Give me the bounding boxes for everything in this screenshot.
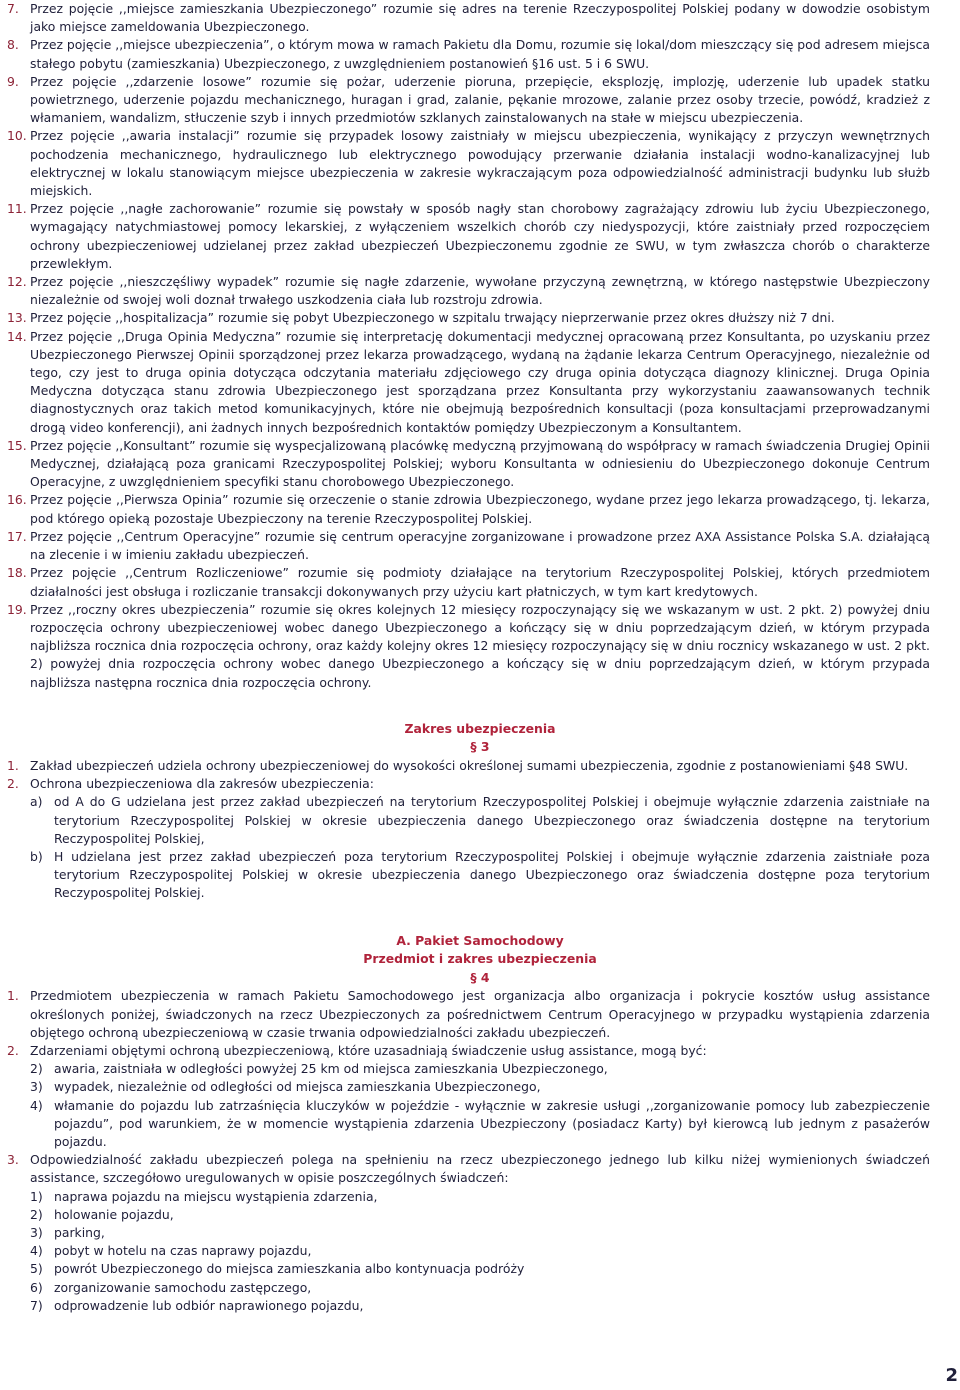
sub-item-number: 7) xyxy=(30,1297,43,1313)
service-item xyxy=(0,1224,930,1242)
scope-sub-item xyxy=(0,793,930,848)
definition-item xyxy=(0,564,930,600)
sub-item-text: pobyt w hotelu na czas naprawy pojazdu, xyxy=(54,1243,312,1259)
item-text: Zakład ubezpieczeń udziela ochrony ubezpieczeniowej do wysokości określonej sumami ubezpieczenia, zgodnie z postanowieniami §48 SWU. xyxy=(30,757,909,773)
item-text: Przedmiotem ubezpieczenia w ramach Pakietu Samochodowego jest organizacja albo organizacja i pokrycie kosztów usług assistance określonych poniżej, świadczonych na rzecz Ubezpieczonych za pośrednictwem Centrum Operacyjnego w przypadku wystąpienia zdarzenia objętego ochroną ubezpieczeniową w czasie trwania odpowiedzialności zakładu ubezpieczeń. xyxy=(30,988,930,1040)
sub-item-letter: a) xyxy=(30,794,43,810)
item-text: Przez pojęcie ,,miejsce zamieszkania Ubezpieczonego” rozumie się adres na terenie Rzeczypospolitej Polskiej podany w dowodzie osobistym jako miejsce zameldowania Ubezpieczonego. xyxy=(30,1,930,35)
sub-item-text: parking, xyxy=(54,1224,105,1240)
sub-item-number: 3) xyxy=(30,1224,43,1240)
sub-item-number: 5) xyxy=(30,1261,43,1277)
item-text: Przez pojęcie ,,Centrum Rozliczeniowe” rozumie się podmioty działające na terytorium Rzeczypospolitej Polskiej, których przedmiotem działalności jest obsługa i rozliczanie transakcji dokonywanych przy użyciu kart płatniczych, w tym kart kredytowych. xyxy=(30,565,930,599)
item-number: 1. xyxy=(7,988,19,1004)
item-text: Przez pojęcie ,,nieszczęśliwy wypadek” rozumie się nagłe zdarzenie, wywołane przyczyną zewnętrzną, w którego następstwie Ubezpieczony niezależnie od swojej woli doznał trwałego uszkodzenia ciała lub rozstroju zdrowia. xyxy=(30,274,930,308)
item-text: Przez pojęcie ,,miejsce ubezpieczenia”, o którym mowa w ramach Pakietu dla Domu, rozumie się lokal/dom mieszczący się pod adresem miejsca stałego pobytu (zamieszkania) Ubezpieczonego, z uwzględnieniem postanowień §16 ust. 5 i 6 SWU. xyxy=(30,37,930,71)
service-item xyxy=(0,1188,930,1206)
service-item xyxy=(0,1206,930,1224)
item-text: Przez pojęcie ,,hospitalizacja” rozumie się pobyt Ubezpieczonego w szpitalu trwający nieprzerwanie przez okres dłuższy niż 7 dni. xyxy=(30,310,835,326)
sub-item-text: wypadek, niezależnie od odległości od miejsca zamieszkania Ubezpieczonego, xyxy=(54,1079,541,1095)
item-number: 8. xyxy=(7,37,19,53)
service-item xyxy=(0,1297,930,1315)
item-text: Przez pojęcie ,,Druga Opinia Medyczna” rozumie się interpretację dokumentacji medycznej opracowaną przez Konsultanta, po uzyskaniu przez Ubezpieczonego Pierwszej Opinii sporządzonej przez lekarza prowadzącego, wydaną na żądanie lekarza Centrum Operacyjnego, niezależnie od tego, czy jest to druga opinia dotycząca odczytania materiału zdjęciowego czy druga opinia dotycząca diagnozy klinicznej. Druga Opinia Medyczna dotycząca stanu zdrowia Ubezpieczonego jest sporządzana przez Konsultanta przy wykorzystaniu zaawansowanych technik diagnostycznych oraz takich metod komunikacyjnych, które nie obejmują bezpośrednich konsultacji (poza konsultacjami przeprowadzanymi drogą video konferencji), ani żadnych innych bezpośrednich kontaktów pomiędzy Ubezpieczonym a Konsultantem. xyxy=(30,328,930,435)
item-number: 16. xyxy=(7,492,27,508)
event-item xyxy=(0,1097,930,1152)
item-text: Ochrona ubezpieczeniowa dla zakresów ubezpieczenia: xyxy=(30,776,374,792)
item-text: Przez pojęcie ,,Konsultant” rozumie się wyspecjalizowaną placówkę medyczną przyjmowaną do współpracy w ramach świadczenia Drugiej Opinii Medycznej, działającą poza granicami Rzeczypospolitej Polskiej; wyboru Konsultanta w odniesieniu do Ubezpieczonego dokonuje Centrum Operacyjne, z uwzględnieniem specyfiki stanu chorobowego Ubezpieczonego. xyxy=(30,437,930,490)
definition-item xyxy=(0,601,930,692)
item-number: 14. xyxy=(7,328,27,344)
item-text: Przez pojęcie ,,zdarzenie losowe” rozumie się pożar, uderzenie pioruna, przepięcie, eksplozję, implozję, uderzenie lub upadek statku powietrznego, uderzenie pojazdu mechanicznego, huragan i grad, zalanie, pękanie mrozowe, zalanie przez osoby trzecie, powódź, kradzież z włamaniem, wandalizm, stłuczenie szyb i innych przedmiotów szklanych zainstalowanych na stałe w miejscu ubezpieczenia. xyxy=(30,73,930,126)
definition-item xyxy=(0,309,930,327)
page-number: 2 xyxy=(945,1365,958,1386)
item-text: Przez pojęcie ,,nagłe zachorowanie” rozumie się powstały w sposób nagły stan chorobowy zagrażający zdrowiu lub życiu Ubezpieczonego, wymagający natychmiastowej pomocy lekarskiej, z wyłączeniem wszelkich chorób czy niedyspozycji, które zaistniały przed rozpoczęciem ochrony ubezpieczeniowej udzielanej przez zakład ubezpieczeń Ubezpieczonemu zgodnie ze SWU, w tym zwłaszcza chorób o charakterze przewlekłym. xyxy=(30,201,930,271)
scope-heading xyxy=(0,720,930,757)
package-a-heading xyxy=(0,932,930,988)
sub-item-number: 4) xyxy=(30,1097,43,1113)
item-number: 11. xyxy=(7,201,27,217)
sub-item-text: powrót Ubezpieczonego do miejsca zamieszkania albo kontynuacja podróży xyxy=(54,1261,525,1277)
item-number: 1. xyxy=(7,757,19,773)
item-number: 10. xyxy=(7,128,27,144)
item-number: 13. xyxy=(7,310,27,326)
item-number: 12. xyxy=(7,274,27,290)
definition-item xyxy=(0,73,930,128)
item-text: Przez pojęcie ,,Centrum Operacyjne” rozumie się centrum operacyjne zorganizowane i prowadzone przez AXA Assistance Polska S.A. działającą na zlecenie i w imieniu zakładu ubezpieczeń. xyxy=(30,528,930,563)
sub-item-text: zorganizowanie samochodu zastępczego, xyxy=(54,1279,312,1295)
package-title: A. Pakiet Samochodowy xyxy=(396,932,564,948)
item-number: 7. xyxy=(7,1,19,16)
definition-item xyxy=(0,437,930,492)
definition-item xyxy=(0,528,930,564)
event-item xyxy=(0,1078,930,1096)
definition-item xyxy=(0,273,930,309)
item-text: Przez pojęcie ,,awaria instalacji” rozumie się przypadek losowy zaistniały w miejscu ubezpieczenia, wynikający z przyczyn wewnętrznych pochodzenia mechanicznego, hydraulicznego lub elektrycznego powodujący przerwanie działania instalacji wodno-kanalizacyjnej lub elektrycznej w lokalu stanowiącym miejsce ubezpieczenia w zakresie wykraczającym poza odpowiedzialność administracji budynku lub służb miejskich. xyxy=(30,128,930,199)
definition-item xyxy=(0,36,930,72)
package-item xyxy=(0,987,930,1042)
paragraph-symbol: § 4 xyxy=(470,969,490,985)
sub-item-text: H udzielana jest przez zakład ubezpieczeń poza terytorium Rzeczypospolitej Polskiej i obejmuje wyłącznie zdarzenia zaistniałe poza terytorium Rzeczypospolitej Polskiej w okresie ubezpieczenia danego Ubezpieczonego oraz świadczenia dostępne poza terytorium Reczypospolitej Polskiej. xyxy=(54,848,930,901)
scope-item xyxy=(0,775,930,793)
sub-item-number: 3) xyxy=(30,1079,43,1095)
definition-item xyxy=(0,127,930,200)
item-number: 17. xyxy=(7,528,27,544)
definition-item xyxy=(0,328,930,437)
paragraph-symbol: § 3 xyxy=(470,739,490,755)
item-number: 2. xyxy=(7,1042,19,1058)
package-subtitle: Przedmiot i zakres ubezpieczenia xyxy=(363,951,597,967)
package-item xyxy=(0,1042,930,1060)
item-text: Przez ,,roczny okres ubezpieczenia” rozumie się okres kolejnych 12 miesięcy rozpoczynający się we wskazanym w ust. 2 pkt. 2) powyżej dniu rozpoczęcia ochrony ubezpieczeniowej wobec danego Ubezpieczonego a kończący się w dniu poprzedzającym dzień, w którym przypada najbliższa rocznica dnia rozpoczęcia ochrony, oraz każdy kolejny okres 12 miesięcy rozpoczynający się w dniu rocznicy wskazanego w ust. 2 pkt. 2) powyżej dnia rozpoczęcia ochrony wobec danego Ubezpieczonego a kończący się w dniu poprzedzającym dzień, w którym przypada najbliższa następna rocznica dnia rozpoczęcia ochrony. xyxy=(30,601,930,690)
item-number: 3. xyxy=(7,1152,19,1168)
definition-item xyxy=(0,491,930,527)
item-number: 18. xyxy=(7,565,27,581)
sub-item-text: awaria, zaistniała w odległości powyżej 25 km od miejsca zamieszkania Ubezpieczonego, xyxy=(54,1061,608,1077)
definitions-list xyxy=(0,0,930,692)
package-item xyxy=(0,1151,930,1187)
event-item xyxy=(0,1060,930,1078)
definition-item xyxy=(0,0,930,36)
service-item xyxy=(0,1242,930,1260)
sub-item-text: odprowadzenie lub odbiór naprawionego pojazdu, xyxy=(54,1297,364,1313)
sub-item-number: 2) xyxy=(30,1206,43,1222)
sub-item-text: od A do G udzielana jest przez zakład ubezpieczeń na terytorium Rzeczypospolitej Polskiej i obejmuje wyłącznie zdarzenia zaistniałe na terytorium Rzeczypospolitej Polskiej w okresie ubezpieczenia danego Ubezpieczonego oraz świadczenia dostępne na terytorium Reczypospolitej Polskiej, xyxy=(54,794,930,846)
section-title: Zakres ubezpieczenia xyxy=(404,720,556,736)
item-number: 15. xyxy=(7,437,27,453)
service-item xyxy=(0,1279,930,1297)
service-item xyxy=(0,1260,930,1278)
scope-sub-item xyxy=(0,848,930,903)
item-number: 19. xyxy=(7,601,27,617)
sub-item-text: holowanie pojazdu, xyxy=(54,1206,174,1222)
sub-item-number: 2) xyxy=(30,1061,43,1077)
item-text: Zdarzeniami objętymi ochroną ubezpieczeniową, które uzasadniają świadczenie usług assistance, mogą być: xyxy=(30,1042,707,1058)
item-text: Przez pojęcie ,,Pierwsza Opinia” rozumie się orzeczenie o stanie zdrowia Ubezpieczonego, wydane przez jego lekarza prowadzącego, tj. lekarza, pod którego opieką pozostaje Ubezpieczony na terenie Rzeczypospolitej Polskiej. xyxy=(30,492,930,526)
sub-item-number: 6) xyxy=(30,1279,43,1295)
scope-item xyxy=(0,757,930,775)
sub-item-letter: b) xyxy=(30,848,43,864)
definition-item xyxy=(0,200,930,273)
sub-item-text: włamanie do pojazdu lub zatrzaśnięcia kluczyków w pojeździe - wyłącznie w zakresie usługi ,,zorganizowanie pomocy lub zabezpieczenie pojazdu”, pod warunkiem, że w momencie wystąpienia zdarzenia Ubezpieczony (posiadacz Karty) był kierowcą lub jednym z pasażerów pojazdu. xyxy=(54,1097,930,1149)
item-text: Odpowiedzialność zakładu ubezpieczeń polega na spełnieniu na rzecz ubezpieczonego jednego lub kilku niżej wymienionych świadczeń assistance, szczegółowo uregulowanych w opisie poszczególnych świadczeń: xyxy=(30,1152,930,1186)
item-number: 2. xyxy=(7,776,19,792)
item-number: 9. xyxy=(7,73,19,89)
sub-item-number: 4) xyxy=(30,1243,43,1259)
sub-item-text: naprawa pojazdu na miejscu wystąpienia zdarzenia, xyxy=(54,1188,378,1204)
sub-item-number: 1) xyxy=(30,1188,43,1204)
